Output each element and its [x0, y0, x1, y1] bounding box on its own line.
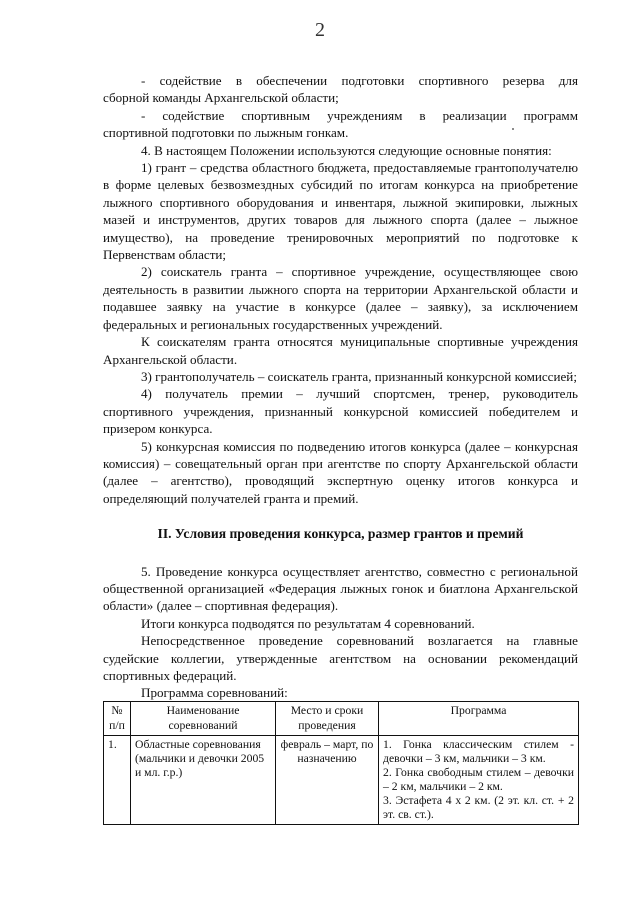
- competition-program-caption: Программа соревнований:: [141, 685, 288, 701]
- paragraph-judging-panels: Непосредственное проведение соревнований возлагается на главные судейские коллегии, утвержденные агентством на основании рекомендаций спортивных федераций.: [103, 633, 578, 683]
- program-item-classic-race: 1. Гонка классическим стилем - девочки – 3 км, мальчики – 3 км.: [383, 737, 574, 765]
- table-header-program: Программа: [379, 702, 579, 735]
- competition-program-table: [103, 701, 579, 825]
- table-header-row: [104, 702, 579, 735]
- competition-table-body: [104, 735, 579, 825]
- table-cell-number: 1.: [104, 735, 131, 825]
- paragraph-support-reserve-line1: - содействие в обеспечении подготовки спортивного резерва для: [141, 73, 578, 88]
- paragraph-applicants-note: К соискателям гранта относятся муниципальные спортивные учреждения Архангельской области.: [103, 334, 578, 367]
- page-number: 2: [315, 19, 325, 41]
- competition-table-header: [104, 702, 579, 735]
- table-cell-program: [379, 735, 579, 825]
- paragraph-competition-organization: 5. Проведение конкурса осуществляет агентство, совместно с региональной общественной организацией «Федерация лыжных гонок и биатлона Архангельской области» (далее – спортивная федерация).: [103, 563, 578, 614]
- paragraph-grant-definition: 1) грант – средства областного бюджета, предоставляемые грантополучателю в форме целевых безвозмездных субсидий по итогам конкурса на приобретение лыжного спортивного оборудования и инвентаря, лыжной экипировки, лыжных мазей и инструментов, других товаров для лыжного спорта (далее – лыжное имущество), на проведение тренировочных мероприятий по подготовке к Первенствам области;: [103, 160, 578, 263]
- paragraph-commission-definition: 5) конкурсная комиссия по подведению итогов конкурса (далее – конкурсная комиссия) – совещательный орган при агентстве по спорту Архангельской области (далее – агентство), проводящий экспертную оценку итогов конкурса и определяющий получателей гранта и премий.: [103, 438, 578, 506]
- document-content: [103, 72, 578, 825]
- paragraph-grant-recipient-definition: 3) грантополучатель – соискатель гранта, признанный конкурсной комиссией;: [141, 368, 577, 384]
- table-cell-competition-name: Областные соревнования (мальчики и девочки 2005 и мл. г.р.): [131, 735, 276, 825]
- paragraph-support-reserve-line2: сборной команды Архангельской области;: [103, 90, 339, 106]
- table-header-number: № п/п: [104, 702, 131, 735]
- paragraph-prize-recipient-definition: 4) получатель премии – лучший спортсмен, тренер, руководитель спортивного учреждения, признанный конкурсной комиссией победителем и призером конкурса.: [103, 386, 578, 437]
- table-header-place-dates: Место и сроки проведения: [276, 702, 379, 735]
- table-row: [104, 735, 579, 825]
- paragraph-support-programs-line1: - содействие спортивным учреждениям в реализации программ: [141, 107, 578, 123]
- paragraph-definitions-intro: 4. В настоящем Положении используются следующие основные понятия:: [141, 142, 552, 158]
- paragraph-results-basis: Итоги конкурса подводятся по результатам 4 соревнований.: [141, 615, 475, 631]
- table-header-competition-name: Наименование соревнований: [131, 702, 276, 735]
- program-item-relay: 3. Эстафета 4 х 2 км. (2 эт. кл. ст. + 2 эт. св. ст.).: [383, 793, 574, 822]
- section-heading-conditions: II. Условия проведения конкурса, размер грантов и премий: [157, 526, 524, 542]
- program-item-free-style-race: 2. Гонка свободным стилем – девочки – 2 км, мальчики – 2 км.: [383, 765, 574, 793]
- paragraph-support-programs-line2: спортивной подготовки по лыжным гонкам.: [103, 125, 349, 141]
- scan-mark: [512, 128, 514, 130]
- table-cell-place-dates: февраль – март, по назначению: [276, 735, 379, 825]
- paragraph-applicant-definition: 2) соискатель гранта – спортивное учреждение, осуществляющее свою деятельность в развитии лыжного спорта на территории Архангельской области и подавшее заявку на участие в конкурсе (далее – заявку), за исключением федеральных и региональных государственных учреждений.: [103, 264, 578, 332]
